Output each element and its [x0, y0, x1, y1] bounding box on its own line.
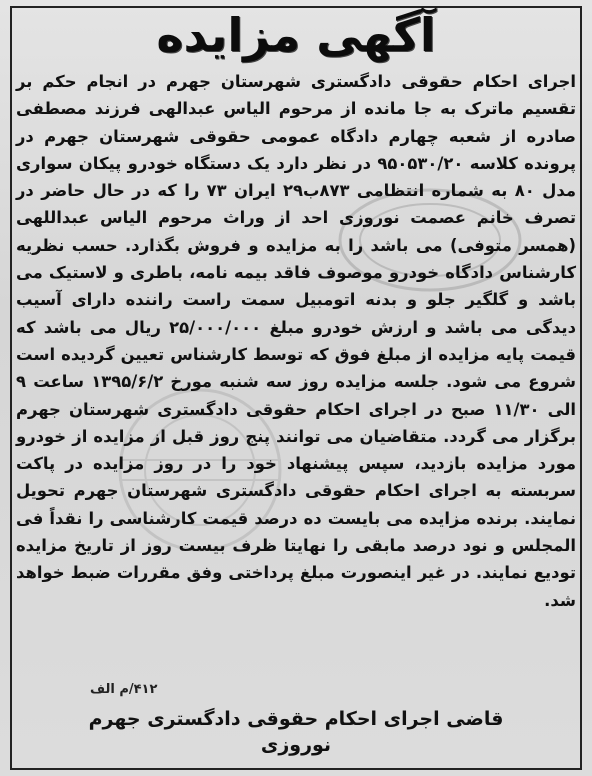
signature-name: نوروزی	[260, 734, 332, 756]
notice-body: اجرای احکام حقوقی دادگستری شهرستان جهرم در انجام حکم بر تقسیم ماترک به جا مانده از مرحوم الیاس عبدالهی فرزند مصطفی صادره از شعبه چهارم دادگاه عمومی حقوقی شهرستان جهرم در پرونده کلاسه ۹۵۰۵۳۰/۲۰ در نظر دارد یک دستگاه خودرو پیکان سواری مدل ۸۰ به شماره انتظامی ۸۷۳ب۲۹ ایران ۷۳ را که در حال حاضر در تصرف خانم عصمت نوروزی احد از وراث مرحوم الیاس عبداللهی (همسر متوفی) می باشد را به مزایده و فروش بگذارد. حسب نظریه کارشناس دادگاه خودرو موصوف فاقد بیمه نامه، باطری و لاستیک می باشد و گلگیر جلو و بدنه اتومبیل سمت راست راننده دارای آسیب دیدگی می باشد و ارزش خودرو مبلغ ۲۵/۰۰۰/۰۰۰ ریال می باشد که قیمت پایه مزایده از مبلغ فوق که توسط کارشناس تعیین گردیده است شروع می شود. جلسه مزایده روز سه شنبه مورخ ۱۳۹۵/۶/۲ ساعت ۹ الی ۱۱/۳۰ صبح در اجرای احکام حقوقی دادگستری شهرستان جهرم برگزار می گردد. متقاضیان می توانند پنج روز قبل از مزایده از خودرو مورد مزایده بازدید، سپس پیشنهاد خود را در روز مزایده در پاکت سربسته به اجرای احکام حقوقی دادگستری شهرستان جهرم تحویل نمایند. برنده مزایده می بایست ده درصد قیمت کارشناسی را نقداً فی المجلس و نود درصد مابقی را نهایتا ظرف بیست روز از تاریخ مزایده تودیع نمایند. در غیر اینصورت مبلغ پرداختی وفق مقررات ضبط خواهد شد.	[16, 72, 577, 610]
signature-block	[0, 706, 592, 758]
notice-title: آگهی مزایده	[156, 8, 436, 62]
notice-code: ۴۱۲/م الف	[90, 682, 158, 697]
signature-title: قاضی اجرای احکام حقوقی دادگستری جهرم	[88, 708, 504, 730]
